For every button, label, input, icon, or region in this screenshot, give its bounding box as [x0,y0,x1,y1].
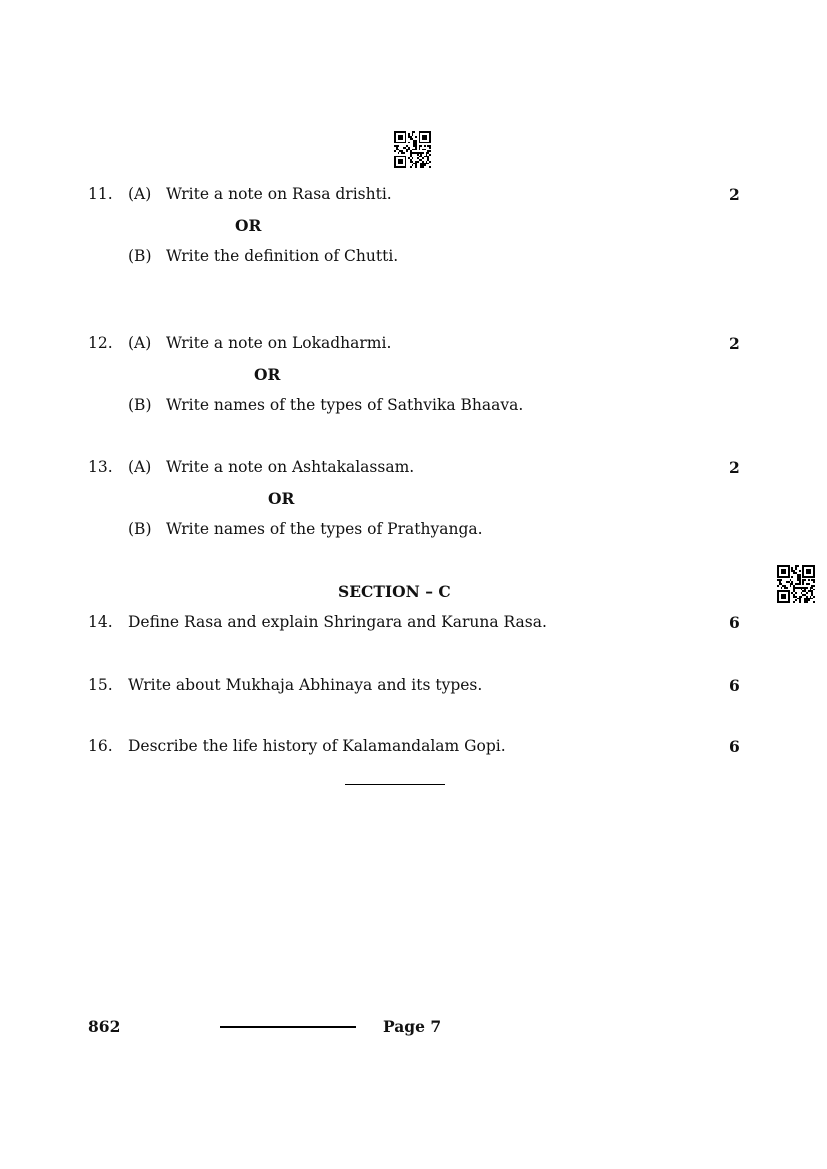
qr-module [429,150,431,152]
qr-module [424,145,426,147]
qr-module [799,601,801,603]
qr-module [412,135,414,137]
qr-module [781,579,783,581]
question-15-marks: 6 [729,676,740,695]
qr-module [394,150,396,152]
question-14-number: 14. [88,613,113,631]
qr-module [429,161,431,163]
qr-module [394,131,396,143]
qr-module [415,136,417,138]
qr-module [806,569,811,574]
question-11-option-a-text: Write a note on Rasa drishti. [166,185,392,203]
qr-module [791,576,793,578]
qr-module [429,147,431,149]
end-of-paper-rule [345,784,445,785]
qr-module [786,587,788,589]
question-13-number: 13. [88,458,113,476]
qr-module [424,164,426,166]
qr-module [808,599,810,601]
qr-module [405,156,407,168]
qr-module [806,592,808,594]
question-11-number: 11. [88,185,113,203]
question-12-or: OR [254,365,281,384]
qr-module [813,601,815,603]
qr-module [777,565,779,578]
qr-code-top [394,131,431,168]
question-16-marks: 6 [729,737,740,756]
qr-module [793,601,795,603]
question-11-marks: 2 [729,185,740,204]
qr-module [781,569,786,574]
qr-module [802,583,804,585]
qr-module [398,159,403,164]
qr-module [799,583,801,585]
qr-module [811,598,813,600]
qr-module [422,135,427,140]
qr-module [806,587,808,589]
question-12-number: 12. [88,334,113,352]
qr-module [813,565,815,578]
question-13-or: OR [268,489,295,508]
section-c-title: SECTION – C [338,582,451,601]
paper-code: 862 [88,1017,121,1036]
question-13-marks: 2 [729,458,740,477]
qr-module [795,592,797,594]
qr-module [795,599,797,601]
question-14-text: Define Rasa and explain Shringara and Karuna Rasa. [128,613,547,631]
qr-module [429,154,431,156]
question-15-text: Write about Mukhaja Abhinaya and its types. [128,676,483,694]
qr-module [410,166,412,168]
qr-module [408,142,410,144]
qr-module [398,135,403,140]
question-12-option-b-text: Write names of the types of Sathvika Bhaava. [166,396,524,414]
qr-module [781,594,786,599]
page-number: Page 7 [383,1017,442,1036]
qr-module [419,131,421,143]
qr-module [813,585,815,587]
qr-module [419,149,421,151]
qr-module [398,152,400,154]
qr-module [417,161,419,163]
qr-module [412,164,414,166]
qr-module [813,589,815,591]
qr-module [801,596,803,598]
qr-module [427,163,429,165]
question-13-option-a-label: (A) [128,458,152,476]
question-12-option-a-text: Write a note on Lokadharmi. [166,334,392,352]
question-13-option-b-label: (B) [128,520,152,538]
question-12-option-a-label: (A) [128,334,152,352]
question-12-marks: 2 [729,334,740,353]
qr-module [422,157,424,159]
qr-module [788,565,790,578]
qr-module [795,569,797,571]
qr-module [415,149,417,151]
qr-module [808,579,810,581]
question-16-number: 16. [88,737,113,755]
qr-module [813,581,815,583]
qr-module [405,131,407,143]
qr-module [422,152,424,154]
question-14-marks: 6 [729,613,740,632]
question-11-option-b-text: Write the definition of Chutti. [166,247,399,265]
qr-module [422,166,424,168]
qr-module [413,131,415,133]
question-13-option-b-text: Write names of the types of Prathyanga. [166,520,483,538]
qr-module [797,565,799,567]
qr-module [806,601,808,603]
qr-module [415,166,417,168]
qr-module [412,157,414,159]
question-15-number: 15. [88,676,113,694]
qr-module [777,585,779,587]
qr-module [799,570,801,572]
qr-module [420,145,422,147]
question-11-option-a-label: (A) [128,185,152,203]
qr-module [808,583,810,585]
question-11-or: OR [235,216,262,235]
qr-module [802,565,804,578]
qr-module [424,149,426,151]
question-12-option-b-label: (B) [128,396,152,414]
qr-module [429,166,431,168]
question-16-text: Describe the life history of Kalamandalam Gopi. [128,737,506,755]
question-11-option-b-label: (B) [128,247,152,265]
footer-rule [220,1026,356,1028]
qr-module [813,596,815,598]
qr-module [777,590,779,603]
qr-module [403,152,405,154]
question-13-option-a-text: Write a note on Ashtakalassam. [166,458,415,476]
qr-module [394,156,396,168]
qr-module [406,150,408,152]
qr-module [804,579,806,581]
qr-code-side [777,565,815,603]
qr-module [781,587,783,589]
qr-module [398,145,400,147]
qr-module [790,585,792,587]
qr-module [429,131,431,143]
qr-module [788,590,790,603]
